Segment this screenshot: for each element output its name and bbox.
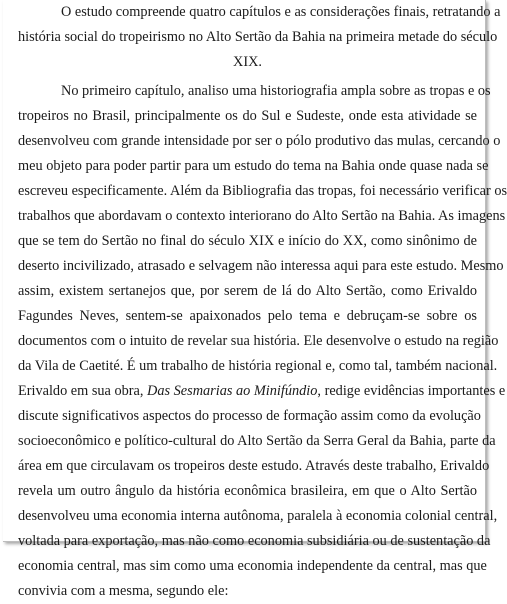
- text-line: deserto incivilizado, atrasado e selvagem não interessa aqui para este estudo. Mesmo: [18, 258, 504, 274]
- text-line: assim, existem sertanejos que, por serem de lá do Alto Sertão, como Erivaldo: [18, 283, 477, 299]
- text-line: No primeiro capítulo, analiso uma historiografia ampla sobre as tropas e os: [61, 83, 491, 99]
- text-line: escreveu especificamente. Além da Bibliografia das tropas, foi necessário verificar os: [18, 183, 507, 199]
- paragraph-1: [18, 0, 501, 75]
- text-line-with-title: [18, 379, 506, 404]
- page-frame: [3, 0, 507, 599]
- book-title: Das Sesmarias ao Minifúndio: [147, 383, 318, 399]
- text-line: desenvolveu uma economia interna autônoma, paralela à economia colonial central,: [18, 508, 498, 524]
- text-line: Fagundes Neves, sentem-se apaixonados pelo tema e debruçam-se sobre os: [18, 308, 477, 324]
- text-line: área em que circulavam os tropeiros deste estudo. Através deste trabalho, Erivaldo: [18, 458, 490, 474]
- text-line: trabalhos que abordavam o contexto interiorano do Alto Sertão na Bahia. As imagens: [18, 208, 506, 224]
- document-page: [3, 0, 507, 599]
- text-line: tropeiros no Brasil, principalmente os do Sul e Sudeste, onde esta atividade se: [18, 108, 477, 124]
- text-line: voltada para exportação, mas não como economia subsidiária ou de sustentação da: [18, 533, 491, 549]
- text-line: história social do tropeirismo no Alto Sertão da Bahia na primeira metade do século: [18, 29, 498, 45]
- text-line: XIX.: [233, 54, 262, 70]
- text-line: que se tem do Sertão no final do século XIX e início do XX, como sinônimo de: [18, 233, 477, 249]
- text-line: discute significativos aspectos do processo de formação assim como da evolução: [18, 408, 481, 424]
- text-line: economia central, mas sim como uma economia independente da central, mas que: [18, 558, 487, 574]
- text-line: revela um outro ângulo da história econômica brasileira, em que o Alto Sertão: [18, 483, 477, 499]
- text-line: O estudo compreende quatro capítulos e as considerações finais, retratando a: [61, 4, 501, 20]
- paragraph-2: [18, 79, 507, 604]
- text-line: convivia com a mesma, segundo ele:: [18, 583, 229, 599]
- text-line: desenvolveu com grande intensidade por ser o pólo produtivo das mulas, cercando o: [18, 133, 501, 149]
- text-line: da Vila de Caetité. É um trabalho de história regional e, como tal, também nacional.: [18, 358, 498, 374]
- text-fragment: Erivaldo em sua obra,: [18, 383, 148, 399]
- text-line: meu objeto para poder partir para um estudo do tema na Bahia onde quase nada se: [18, 158, 489, 174]
- text-line: documentos com o intuito de revelar sua história. Ele desenvolve o estudo na região: [18, 333, 499, 349]
- text-fragment: , redige evidências importantes e: [317, 383, 506, 399]
- text-line: socioeconômico e político-cultural do Alto Sertão da Serra Geral da Bahia, parte da: [18, 433, 496, 449]
